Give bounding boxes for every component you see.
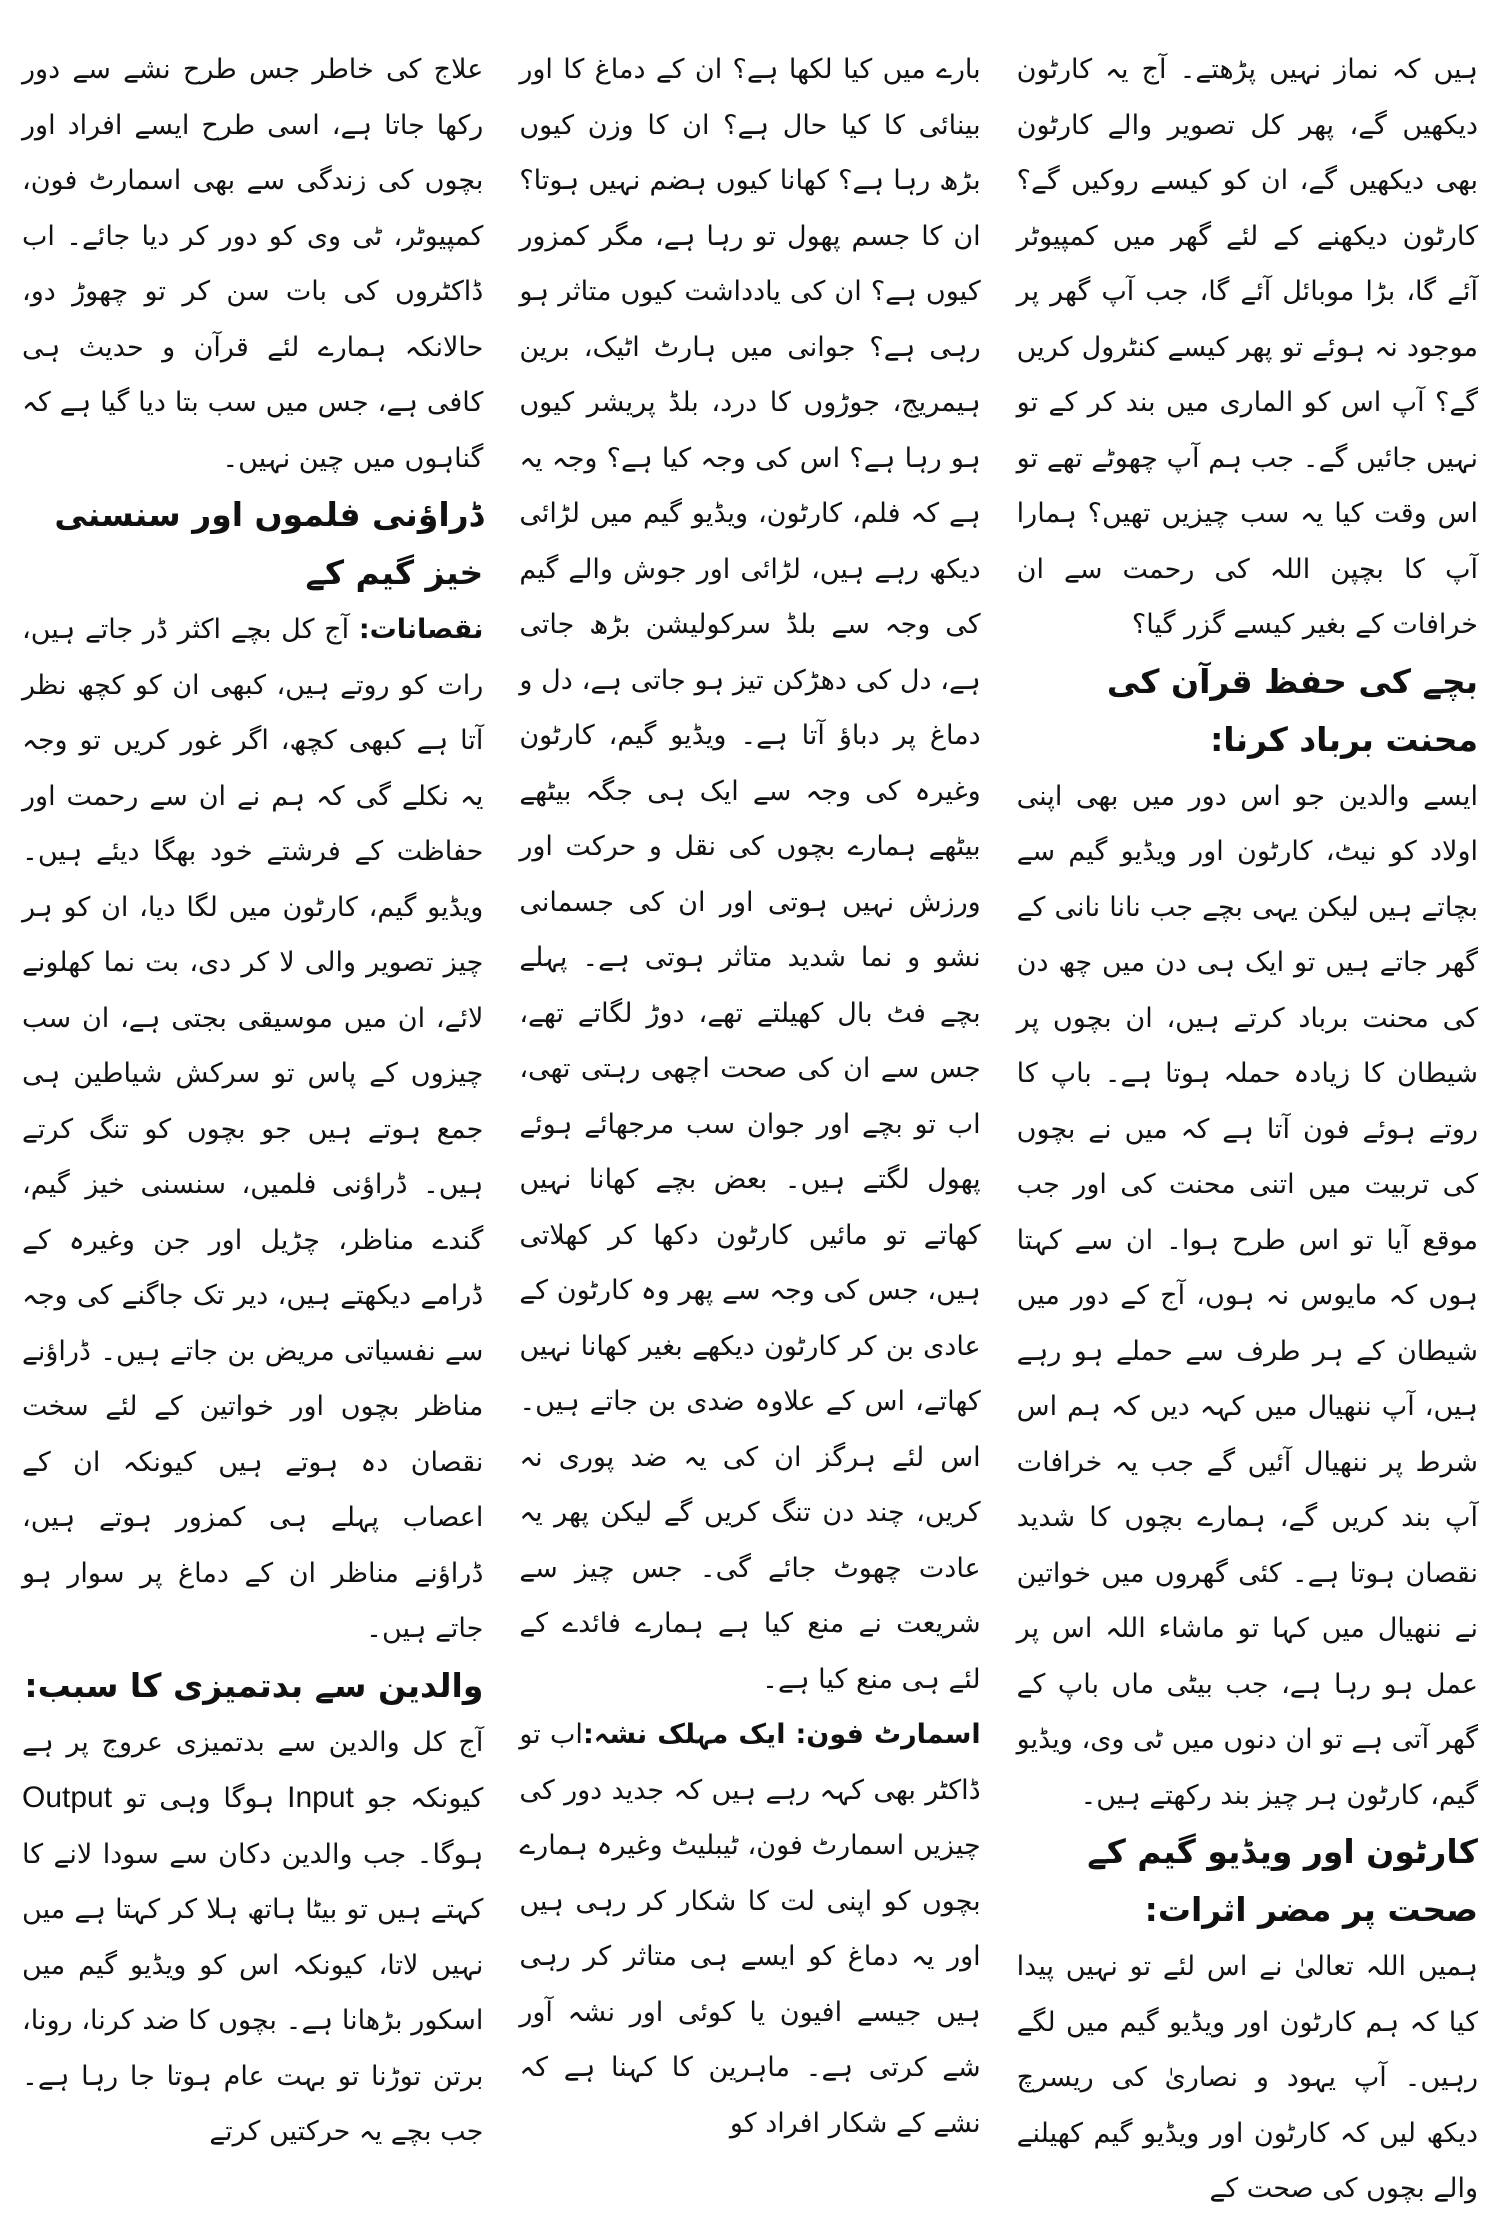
- paragraph: ہمیں اللہ تعالیٰ نے اس لئے تو نہیں پیدا کیا کہ ہم کارٹون اور ویڈیو گیم میں لگے رہیں۔ آپ یہود و نصاریٰ کی ریسرچ دیکھ لیں کہ کارٹون اور ویڈیو گیم کھیلنے والے بچوں کی صحت کے: [1016, 1951, 1478, 2204]
- inline-heading: اسمارٹ فون: ایک مہلک نشہ:: [582, 1719, 981, 1750]
- column-right: [1016, 42, 1478, 2204]
- paragraph: ایسے والدین جو اس دور میں بھی اپنی اولاد کو نیٹ، کارٹون اور ویڈیو گیم سے بچاتے ہیں لیکن یہی بچے جب نانا نانی کے گھر جاتے ہیں تو ایک ہی دن میں چھ دن کی محنت برباد کرتے ہیں، ان بچوں پر شیطان کا زیادہ حملہ ہوتا ہے۔ باپ کا روتے ہوئے فون آتا ہے کہ میں نے بچوں کی تربیت میں اتنی محنت کی اور جب موقع آیا تو اس طرح ہوا۔ ان سے کہتا ہوں کہ مایوس نہ ہوں، آج کے دور میں شیطان کے ہر طرف سے حملے ہو رہے ہیں، آپ ننھیال میں کہہ دیں کہ ہم اس شرط پر ننھیال آئیں گے جب یہ خرافات آپ بند کریں گے، ہمارے بچوں کا شدید نقصان ہوتا ہے۔ کئی گھروں میں خواتین نے ننھیال میں کہا تو ماشاء اللہ اس پر عمل ہو رہا ہے، جب بیٹی ماں باپ کے گھر آتی ہے تو ان دنوں میں ٹی وی، ویڈیو گیم، کارٹون ہر چیز بند رکھتے ہیں۔: [1016, 780, 1478, 1811]
- column-middle: [519, 42, 980, 2180]
- paragraph-text: ہوگا وہی تو: [124, 1783, 275, 1814]
- english-word-input: Input: [287, 1781, 354, 1814]
- paragraph-text: آج کل والدین سے بدتمیزی عروج پر ہے کیونکہ جو: [22, 1726, 484, 1814]
- inline-heading: نقصانات:: [358, 614, 484, 645]
- paragraph: [519, 1707, 980, 2151]
- paragraph-text: اب تو ڈاکٹر بھی کہہ رہے ہیں کہ جدید دور کی چیزیں اسمارٹ فون، ٹیبلیٹ وغیرہ ہمارے بچوں کو اپنی لت کا شکار کر رہی ہیں اور یہ دماغ کو ایسے ہی متاثر کر رہی ہیں جیسے افیون یا کوئی اور نشہ آور شے کرتی ہے۔ ماہرین کا کہنا ہے کہ نشے کے شکار افراد کو: [519, 1719, 981, 2139]
- section-heading: بچے کی حفظ قرآن کی محنت برباد کرنا:: [1106, 661, 1478, 759]
- paragraph: علاج کی خاطر جس طرح نشے سے دور رکھا جاتا ہے، اسی طرح ایسے افراد اور بچوں کی زندگی سے بھی اسمارٹ فون، کمپیوٹر، ٹی وی کو دور کر دیا جائے۔ اب ڈاکٹروں کی بات سن کر تو چھوڑ دو، حالانکہ ہمارے لئے قرآن و حدیث ہی کافی ہے، جس میں سب بتا دیا گیا ہے کہ گناہوں میں چین نہیں۔: [22, 54, 484, 474]
- paragraph: بارے میں کیا لکھا ہے؟ ان کے دماغ کا اور بینائی کا کیا حال ہے؟ ان کا وزن کیوں بڑھ رہا ہے؟ کھانا کیوں ہضم نہیں ہوتا؟ ان کا جسم پھول تو رہا ہے، مگر کمزور کیوں ہے؟ ان کی یادداشت کیوں متاثر ہو رہی ہے؟ جوانی میں ہارٹ اٹیک، برین ہیمریج، جوڑوں کا درد، بلڈ پریشر کیوں ہو رہا ہے؟ اس کی وجہ کیا ہے؟ وجہ یہ ہے کہ فلم، کارٹون، ویڈیو گیم میں لڑائی دیکھ رہے ہیں، لڑائی اور جوش والے گیم کی وجہ سے بلڈ سرکولیشن بڑھ جاتی ہے، دل کی دھڑکن تیز ہو جاتی ہے، دل و دماغ پر دباؤ آتا ہے۔ ویڈیو گیم، کارٹون وغیرہ کی وجہ سے ایک ہی جگہ بیٹھے بیٹھے ہمارے بچوں کی نقل و حرکت اور ورزش نہیں ہوتی اور ان کی جسمانی نشو و نما شدید متاثر ہوتی ہے۔ پہلے بچے فٹ بال کھیلتے تھے، دوڑ لگاتے تھے، جس سے ان کی صحت اچھی رہتی تھی، اب تو بچے اور جوان سب مرجھائے ہوئے پھول لگتے ہیں۔ بعض بچے کھانا نہیں کھاتے تو مائیں کارٹون دکھا کر کھلاتی ہیں، جس کی وجہ سے پھر وہ کارٹون کے عادی بن کر کارٹون دیکھے بغیر کھانا نہیں کھاتے، اس کے علاوہ ضدی بن جاتے ہیں۔ اس لئے ہرگز ان کی یہ ضد پوری نہ کریں، چند دن تنگ کریں گے لیکن پھر یہ عادت چھوٹ جائے گی۔ جس چیز سے شریعت نے منع کیا ہے ہمارے فائدے کے لئے ہی منع کیا ہے۔: [519, 54, 981, 1695]
- column-left: [22, 42, 483, 2180]
- section-heading: کارٹون اور ویڈیو گیم کے صحت پر مضر اثرات:: [1087, 1832, 1478, 1929]
- paragraph: [22, 602, 483, 1657]
- paragraph: [22, 1715, 483, 2160]
- paragraph-text: آج کل بچے اکثر ڈر جاتے ہیں، رات کو روتے ہیں، کبھی ان کو کچھ نظر آتا ہے کبھی کچھ، اگر غور کریں تو وجہ یہ نکلے گی کہ ہم نے ان سے رحمت اور حفاظت کے فرشتے خود بھگا دیئے ہیں۔ ویڈیو گیم، کارٹون میں لگا دیا، ان کو ہر چیز تصویر والی لا کر دی، بت نما کھلونے لائے، ان میں موسیقی بجتی ہے، ان سب چیزوں کے پاس تو سرکش شیاطین ہی جمع ہوتے ہیں جو بچوں کو تنگ کرتے ہیں۔ ڈراؤنی فلمیں، سنسنی خیز گیم، گندے مناظر، چڑیل اور جن وغیرہ کے ڈرامے دیکھتے ہیں، دیر تک جاگنے کی وجہ سے نفسیاتی مریض بن جاتے ہیں۔ ڈراؤنے مناظر بچوں اور خواتین کے لئے سخت نقصان دہ ہوتے ہیں کیونکہ ان کے اعصاب پہلے ہی کمزور ہوتے ہیں، ڈراؤنے مناظر ان کے دماغ پر سوار ہو جاتے ہیں۔: [22, 614, 484, 1644]
- section-heading: والدین سے بدتمیزی کا سبب:: [24, 1665, 484, 1705]
- paragraph-text: ہوگا۔ جب والدین دکان سے سودا لانے کا کہتے ہیں تو بیٹا ہاتھ ہلا کر کہتا ہے میں نہیں لاتا، کیونکہ اس کو ویڈیو گیم میں اسکور بڑھانا ہے۔ بچوں کا ضد کرنا، رونا، برتن توڑنا تو بہت عام ہوتا جا رہا ہے۔ جب بچے یہ حرکتیں کرتے: [22, 1838, 484, 2147]
- paragraph: ہیں کہ نماز نہیں پڑھتے۔ آج یہ کارٹون دیکھیں گے، پھر کل تصویر والے کارٹون بھی دیکھیں گے، ان کو کیسے روکیں گے؟ کارٹون دیکھنے کے لئے گھر میں کمپیوٹر آئے گا، بڑا موبائل آئے گا، جب آپ گھر پر موجود نہ ہوئے تو پھر کیسے کنٹرول کریں گے؟ آپ اس کو الماری میں بند کر کے تو نہیں جائیں گے۔ جب ہم آپ چھوٹے تھے تو اس وقت کیا یہ سب چیزیں تھیں؟ ہمارا آپ کا بچپن اللہ کی رحمت سے ان خرافات کے بغیر کیسے گزر گیا؟: [1016, 54, 1478, 640]
- english-word-output: Output: [22, 1781, 113, 1814]
- section-heading: ڈراؤنی فلموں اور سنسنی خیز گیم کے: [54, 495, 484, 592]
